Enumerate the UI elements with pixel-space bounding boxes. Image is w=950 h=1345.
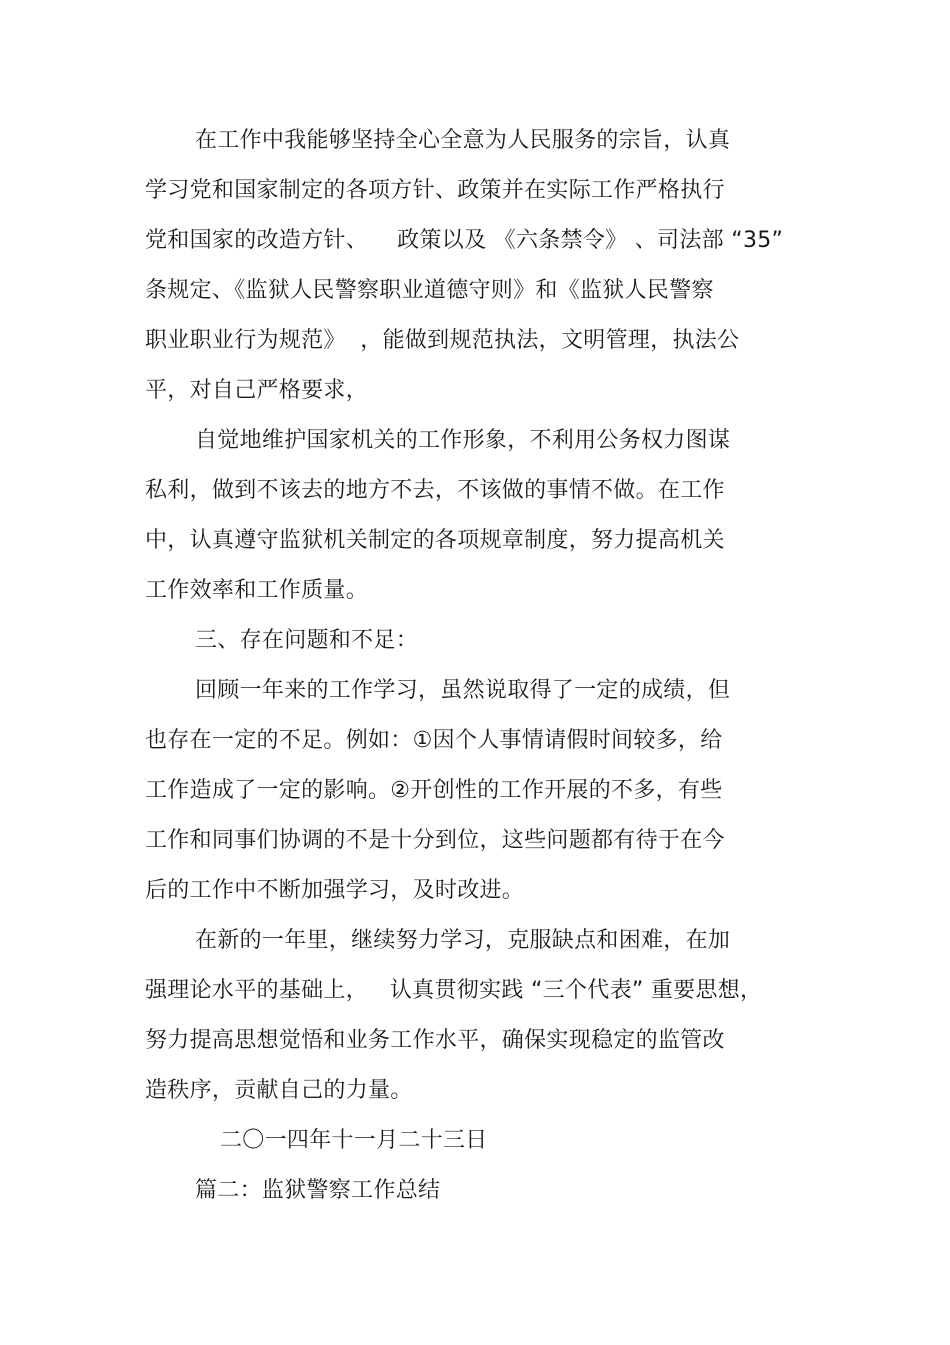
paragraph-3-line-3: 工作造成了一定的影响。②开创性的工作开展的不多，有些 [145, 778, 723, 803]
next-article-title: 篇二：监狱警察工作总结 [195, 1178, 441, 1203]
paragraph-4-line-4: 造秩序，贡献自己的力量。 [145, 1078, 413, 1103]
paragraph-1-line-6: 平，对自己严格要求， [145, 378, 369, 403]
paragraph-1-line-1: 在工作中我能够坚持全心全意为人民服务的宗旨，认真 [195, 128, 731, 153]
paragraph-3-line-2: 也存在一定的不足。例如：①因个人事情请假时间较多，给 [145, 728, 723, 753]
paragraph-3-line-1: 回顾一年来的工作学习，虽然说取得了一定的成绩，但 [195, 678, 731, 703]
paragraph-4-line-3: 努力提高思想觉悟和业务工作水平，确保实现稳定的监管改 [145, 1028, 725, 1053]
paragraph-1-line-5: 职业职业行为规范》 ，能做到规范执法，文明管理，执法公 [145, 328, 740, 353]
paragraph-1-line-3: 党和国家的改造方针、 政策以及 《六条禁令》 、司法部 “35” [145, 228, 784, 253]
paragraph-2-line-1: 自觉地维护国家机关的工作形象，不利用公务权力图谋 [195, 428, 731, 453]
paragraph-2-line-4: 工作效率和工作质量。 [145, 578, 369, 603]
paragraph-1-line-4: 条规定、《监狱人民警察职业道德守则》和《监狱人民警察 [145, 278, 714, 303]
paragraph-2-line-3: 中，认真遵守监狱机关制定的各项规章制度，努力提高机关 [145, 528, 725, 553]
paragraph-1-line-2: 学习党和国家制定的各项方针、政策并在实际工作严格执行 [145, 178, 725, 203]
paragraph-3-line-5: 后的工作中不断加强学习，及时改进。 [145, 878, 525, 903]
date-line: 二〇一四年十一月二十三日 [220, 1128, 488, 1153]
paragraph-4-line-1: 在新的一年里，继续努力学习，克服缺点和困难，在加 [195, 928, 731, 953]
paragraph-3-line-4: 工作和同事们协调的不是十分到位，这些问题都有待于在今 [145, 828, 725, 853]
paragraph-2-line-2: 私利，做到不该去的地方不去，不该做的事情不做。在工作 [145, 478, 725, 503]
paragraph-4-line-2: 强理论水平的基础上， 认真贯彻实践 “三个代表” 重要思想， [145, 978, 763, 1003]
section-heading: 三、存在问题和不足： [195, 628, 419, 653]
